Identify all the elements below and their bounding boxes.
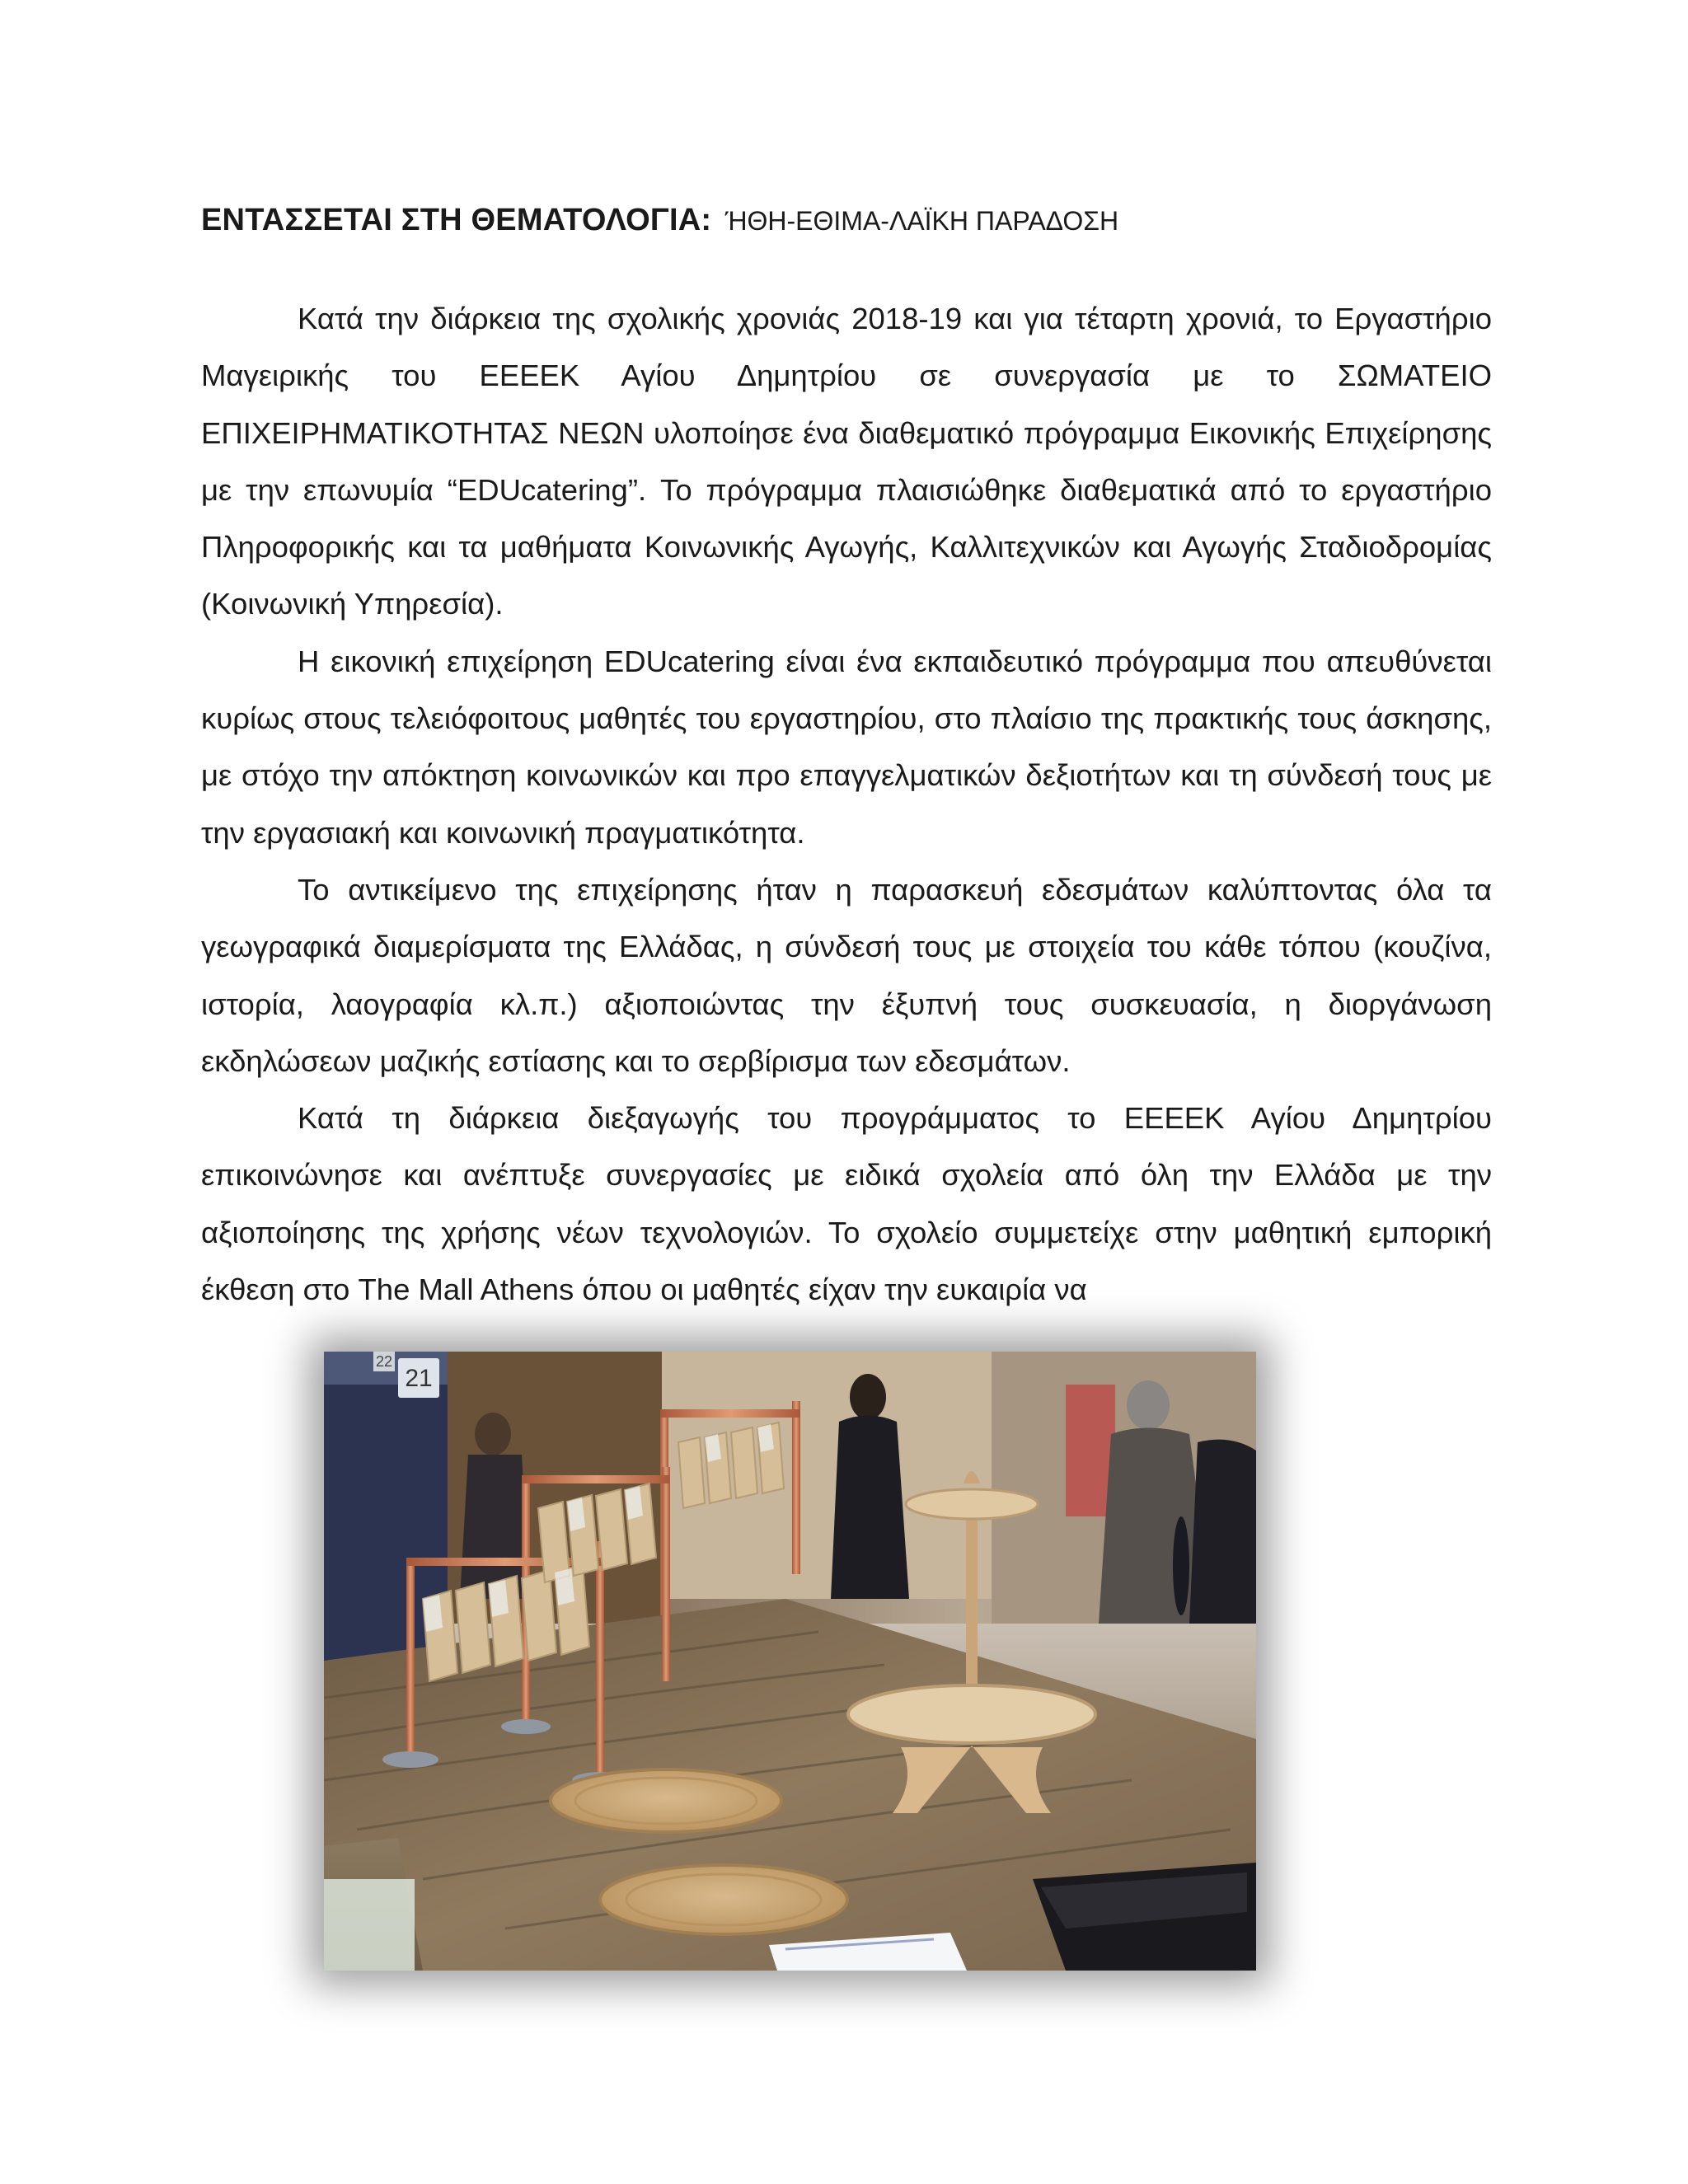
paragraph-4: Κατά τη διάρκεια διεξαγωγής του προγράμματος το ΕΕΕΕΚ Αγίου Δημητρίου επικοινώνησε και ανέπτυξε συνεργασίες με ειδικά σχολεία από όλη την Ελλάδα με την αξιοποίησης της χρήσης νέων τεχνολογιών. Το σχολείο συμμετείχε στην μαθητική εμπορική έκθεση στο The Mall Athens όπου οι μαθητές είχαν την ευκαιρία να [201, 1101, 1492, 1307]
heading-lead: ΕΝΤΑΣΣΕΤΑΙ ΣΤΗ ΘΕΜΑΤΟΛΟΓΙΑ: [201, 203, 712, 237]
stand-number-21: 21 [405, 1365, 433, 1392]
photo-illustration [324, 1352, 1256, 1971]
stand-number-22: 22 [375, 1353, 393, 1370]
exhibition-photo [324, 1352, 1256, 1971]
body-text [201, 290, 1492, 1318]
paragraph-3: Το αντικείμενο της επιχείρησης ήταν η παρασκευή εδεσμάτων καλύπτοντας όλα τα γεωγραφικά διαμερίσματα της Ελλάδας, η σύνδεσή τους με στοιχεία του κάθε τόπου (κουζίνα, ιστορία, λαογραφία κλ.π.) αξιοποιώντας την έξυπνή τους συσκευασία, η διοργάνωση εκδηλώσεων μαζικής εστίασης και το σερβίρισμα των εδεσμάτων. [201, 872, 1492, 1078]
section-heading [201, 203, 1492, 238]
paragraph-2: Η εικονική επιχείρηση EDUcatering είναι ένα εκπαιδευτικό πρόγραμμα που απευθύνεται κυρίως στους τελειόφοιτους μαθητές του εργαστηρίου, στο πλαίσιο της πρακτικής τους άσκησης, με στόχο την απόκτηση κοινωνικών και προ επαγγελματικών δεξιοτήτων και τη σύνδεσή τους με την εργασιακή και κοινωνική πραγματικότητα. [201, 644, 1492, 850]
paragraph-1: Κατά την διάρκεια της σχολικής χρονιάς 2018-19 και για τέταρτη χρονιά, το Εργαστήριο Μαγειρικής του ΕΕΕΕΚ Αγίου Δημητρίου σε συνεργασία με το ΣΩΜΑΤΕΙΟ ΕΠΙΧΕΙΡΗΜΑΤΙΚΟΤΗΤΑΣ ΝΕΩΝ υλοποίησε ένα διαθεματικό πρόγραμμα Εικονικής Επιχείρησης με την επωνυμία “EDUcatering”. Το πρόγραμμα πλαισιώθηκε διαθεματικά από το εργαστήριο Πληροφορικής και τα μαθήματα Κοινωνικής Αγωγής, Καλλιτεχνικών και Αγωγής Σταδιοδρομίας (Κοινωνική Υπηρεσία). [201, 302, 1492, 621]
heading-topic: ΉΘΗ-ΕΘΙΜΑ-ΛΑΪΚΗ ΠΑΡΑΔΟΣΗ [724, 206, 1119, 236]
